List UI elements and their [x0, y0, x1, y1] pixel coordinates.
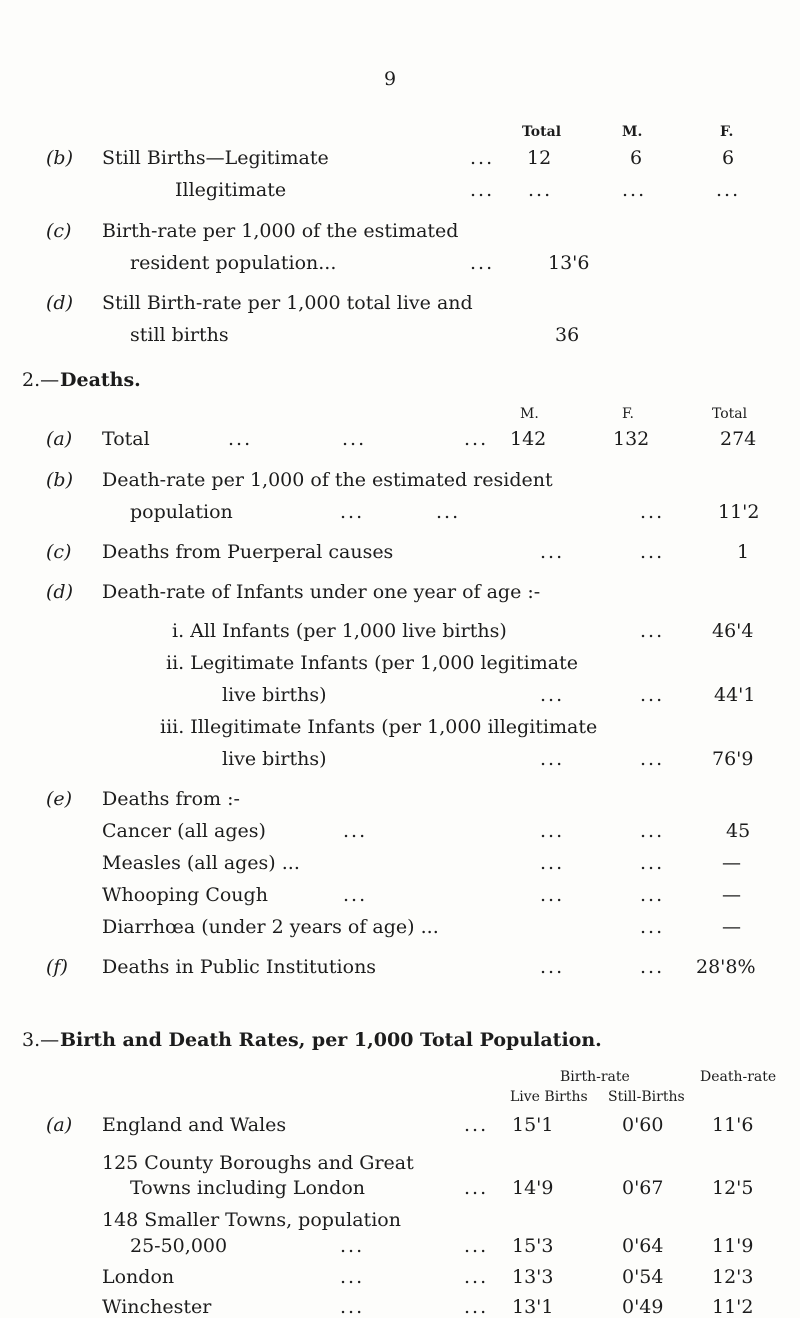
value: —: [722, 884, 741, 906]
rate-row-name: 25-50,000: [130, 1235, 228, 1257]
leader-dots: ...: [528, 179, 553, 201]
public-institutions-label: Deaths in Public Institutions: [102, 956, 377, 978]
death-rate-text: population: [130, 501, 233, 523]
illegitimate-infants-text: iii. Illegitimate Infants (per 1,000 illegitimate: [160, 716, 598, 738]
value: —: [722, 916, 741, 938]
death-rate-text: Death-rate per 1,000 of the estimated resident: [102, 469, 553, 491]
rate-row-name: Winchester: [102, 1296, 212, 1318]
puerperal-text: Deaths from Puerperal causes: [102, 541, 394, 563]
col-birth-rate: Birth-rate: [560, 1069, 630, 1085]
value: 36: [555, 324, 580, 346]
leader-dots: ...: [436, 501, 461, 523]
still-birth-rate-text: Still Birth-rate per 1,000 total live and: [102, 292, 473, 314]
item-label: (e): [46, 788, 73, 810]
value: 76'9: [712, 748, 754, 770]
item-label: (c): [46, 220, 72, 242]
birth-rate-text: Birth-rate per 1,000 of the estimated: [102, 220, 459, 242]
leader-dots: ...: [343, 820, 368, 842]
still-births-illegitimate: Illegitimate: [175, 179, 287, 201]
rate-death-rate: 12'5: [712, 1177, 754, 1199]
all-infants-text: i. All Infants (per 1,000 live births): [172, 620, 507, 642]
col-total: Total: [712, 406, 748, 422]
still-birth-rate-text: still births: [130, 324, 229, 346]
col-death-rate: Death-rate: [700, 1069, 777, 1085]
leader-dots: ...: [640, 501, 665, 523]
leader-dots: ...: [622, 179, 647, 201]
infant-death-rate-heading: Death-rate of Infants under one year of age :-: [102, 581, 541, 603]
value: 274: [720, 428, 757, 450]
leader-dots: ...: [340, 1266, 365, 1288]
rate-still-births: 0'54: [622, 1266, 664, 1288]
leader-dots: ...: [640, 884, 665, 906]
item-label: (b): [46, 147, 73, 169]
cancer-label: Cancer (all ages): [102, 820, 266, 842]
leader-dots: ...: [640, 620, 665, 642]
rate-live-births: 14'9: [512, 1177, 554, 1199]
value: 12: [527, 147, 552, 169]
rate-live-births: 13'1: [512, 1296, 554, 1318]
rate-live-births: 13'3: [512, 1266, 554, 1288]
leader-dots: ...: [464, 1266, 489, 1288]
rate-death-rate: 11'9: [712, 1235, 754, 1257]
section-heading: Deaths.: [60, 369, 141, 391]
item-label: (a): [46, 1114, 73, 1136]
leader-dots: ...: [640, 541, 665, 563]
value: 44'1: [714, 684, 756, 706]
leader-dots: ...: [640, 852, 665, 874]
leader-dots: ...: [340, 1296, 365, 1318]
measles-label: Measles (all ages) ...: [102, 852, 300, 874]
value: 6: [630, 147, 643, 169]
legitimate-infants-text: live births): [222, 684, 327, 706]
rate-row-name: London: [102, 1266, 175, 1288]
legitimate-infants-text: ii. Legitimate Infants (per 1,000 legitimate: [166, 652, 578, 674]
leader-dots: ...: [640, 916, 665, 938]
value: 132: [613, 428, 650, 450]
rate-death-rate: 12'3: [712, 1266, 754, 1288]
rate-live-births: 15'3: [512, 1235, 554, 1257]
value: 46'4: [712, 620, 754, 642]
value: 11'2: [718, 501, 760, 523]
rate-still-births: 0'67: [622, 1177, 664, 1199]
diarrhoea-label: Diarrhœa (under 2 years of age) ...: [102, 916, 439, 938]
value: 28'8%: [696, 956, 756, 978]
col-f: F.: [622, 406, 634, 422]
value: 6: [722, 147, 735, 169]
leader-dots: ...: [340, 501, 365, 523]
item-label: (b): [46, 469, 73, 491]
rate-death-rate: 11'6: [712, 1114, 754, 1136]
leader-dots: ...: [540, 956, 565, 978]
col-f: F.: [720, 124, 734, 140]
item-label: (c): [46, 541, 72, 563]
item-label: (a): [46, 428, 73, 450]
value: 45: [726, 820, 751, 842]
leader-dots: ...: [470, 147, 495, 169]
leader-dots: ...: [640, 748, 665, 770]
rate-death-rate: 11'2: [712, 1296, 754, 1318]
leader-dots: ...: [640, 956, 665, 978]
leader-dots: ...: [540, 541, 565, 563]
deaths-total-label: Total: [102, 428, 150, 450]
leader-dots: ...: [640, 684, 665, 706]
value: 13'6: [548, 252, 590, 274]
col-still-births: Still-Births: [608, 1089, 685, 1105]
value: 142: [510, 428, 547, 450]
leader-dots: ...: [540, 684, 565, 706]
leader-dots: ...: [470, 252, 495, 274]
section-number: 3.—: [22, 1029, 60, 1051]
leader-dots: ...: [464, 428, 489, 450]
item-label: (d): [46, 292, 73, 314]
leader-dots: ...: [540, 884, 565, 906]
leader-dots: ...: [464, 1177, 489, 1199]
leader-dots: ...: [342, 428, 367, 450]
rate-row-name: England and Wales: [102, 1114, 287, 1136]
birth-rate-text: resident population...: [130, 252, 337, 274]
deaths-from-heading: Deaths from :-: [102, 788, 240, 810]
still-births-legitimate: Still Births—Legitimate: [102, 147, 329, 169]
rate-still-births: 0'64: [622, 1235, 664, 1257]
leader-dots: ...: [540, 820, 565, 842]
rate-live-births: 15'1: [512, 1114, 554, 1136]
leader-dots: ...: [540, 748, 565, 770]
section-number: 2.—: [22, 369, 60, 391]
rate-still-births: 0'60: [622, 1114, 664, 1136]
item-label: (f): [46, 956, 68, 978]
col-total: Total: [522, 124, 562, 140]
section-heading: Birth and Death Rates, per 1,000 Total Population.: [60, 1029, 602, 1051]
leader-dots: ...: [343, 884, 368, 906]
rate-row-name: Towns including London: [130, 1177, 366, 1199]
whooping-cough-label: Whooping Cough: [102, 884, 268, 906]
value: 1: [737, 541, 750, 563]
leader-dots: ...: [640, 820, 665, 842]
col-live-births: Live Births: [510, 1089, 588, 1105]
leader-dots: ...: [540, 852, 565, 874]
item-label: (d): [46, 581, 73, 603]
col-m: M.: [622, 124, 643, 140]
leader-dots: ...: [470, 179, 495, 201]
leader-dots: ...: [464, 1235, 489, 1257]
rate-row-name: 148 Smaller Towns, population: [102, 1209, 401, 1231]
leader-dots: ...: [464, 1296, 489, 1318]
leader-dots: ...: [716, 179, 741, 201]
value: —: [722, 852, 741, 874]
leader-dots: ...: [464, 1114, 489, 1136]
leader-dots: ...: [340, 1235, 365, 1257]
page-number: 9: [383, 68, 397, 90]
col-m: M.: [520, 406, 539, 422]
rate-still-births: 0'49: [622, 1296, 664, 1318]
illegitimate-infants-text: live births): [222, 748, 327, 770]
leader-dots: ...: [228, 428, 253, 450]
rate-row-name: 125 County Boroughs and Great: [102, 1152, 414, 1174]
